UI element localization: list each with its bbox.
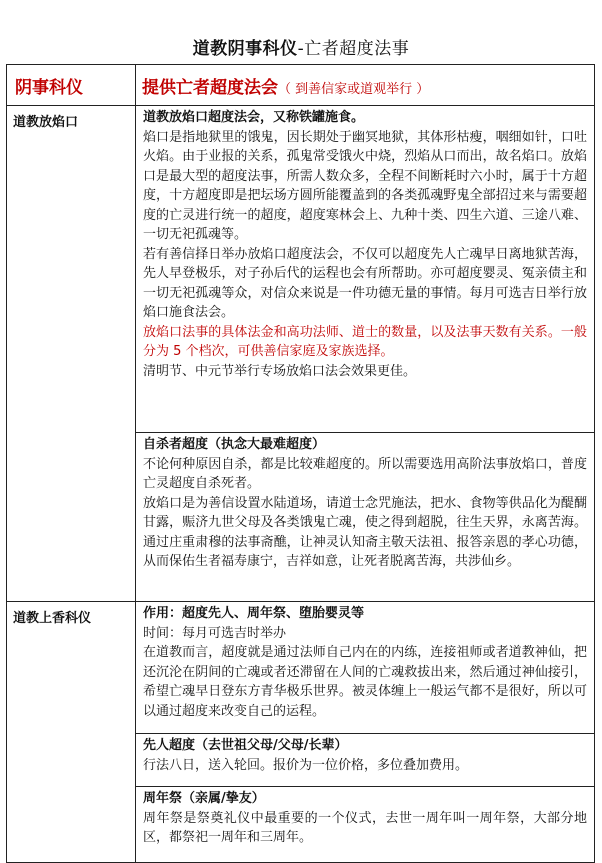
header-right-note: （ 到善信家或道观举行 ） [278, 81, 430, 97]
content-cell [136, 106, 595, 433]
table-row [7, 602, 595, 734]
cell-heading: 周年祭（亲属/挚友） [143, 791, 265, 806]
cell-paragraph: 放焰口是为善信设置水陆道场，请道士念咒施法，把水、食物等供品化为醍醐甘露，赈济九世父母及各类饿鬼亡魂，使之得到超脱，往生天界，永离苦海。通过庄重肃穆的法事斋醮，让神灵认知斋主敬天法祖、报答亲恩的孝心功德，从而保佑生者福寿康宁，吉祥如意，让死者脱离苦海，共涉仙乡。 [143, 495, 587, 569]
cell-heading: 作用：超度先人、周年祭、堕胎婴灵等 [143, 606, 365, 621]
cell-paragraph: 清明节、中元节举行专场放焰口法会效果更佳。 [143, 363, 417, 379]
cell-heading: 先人超度（去世祖父母/父母/长辈） [143, 738, 348, 753]
cell-highlight: 放焰口法事的具体法金和高功法师、道士的数量，以及法事天数有关系。一般分为 5 个档次，可供善信家庭及家族选择。 [143, 324, 587, 359]
cell-paragraph: 若有善信择日举办放焰口超度法会，不仅可以超度先人亡魂早日离地狱苦海，先人早登极乐，对子孙后代的运程也会有所帮助。亦可超度婴灵、冤亲债主和一切无祀孤魂等众，对信众来说是一件功德无量的事情。每月可选吉日举行放焰口施食法会。 [143, 246, 587, 320]
title-sub: -亡者超度法事 [297, 39, 410, 59]
content-cell [136, 602, 595, 734]
title-main: 道教阴事科仪 [192, 39, 298, 59]
cell-paragraph: 行法八日，送入轮回。报价为一位价格，多位叠加费用。 [143, 757, 469, 773]
content-cell [136, 787, 595, 863]
cell-paragraph: 焰口是指地狱里的饿鬼，因长期处于幽冥地狱，其体形枯瘦，咽细如针，口吐火焰。由于业报的关系，孤鬼常受饿火中烧，烈焰从口而出，故名焰口。放焰口是最大型的超度法事，所需人数众多，全程不间断耗时六小时，属于十方超度，十方超度即是把坛场方圆所能覆盖到的各类孤魂野鬼全部招过来与需要超度的亡灵进行统一的超度，超度寒林会上、九种十类、四生六道、三途八难、一切无祀孤魂等。 [143, 129, 587, 242]
page-title [0, 34, 602, 59]
cell-heading: 道教放焰口超度法会，又称铁罐施食。 [143, 110, 365, 125]
table-row [7, 106, 595, 433]
header-left: 阴事科仪 [7, 65, 136, 106]
content-cell [136, 433, 595, 602]
category-cell: 道教上香科仪 [7, 602, 136, 863]
cell-paragraph: 不论何种原因自杀，都是比较难超度的。所以需要选用高阶法事放焰口，普度亡灵超度自杀死者。 [143, 456, 587, 491]
cell-paragraph: 在道教而言，超度就是通过法师自己内在的内练，连接祖师或者道教神仙，把还沉沦在阴间的亡魂或者还滞留在人间的亡魂救拔出来，然后通过神仙接引，希望亡魂早日登东方青华极乐世界。被灵体缠上一般运气都不是很好，所以可以通过超度来改变自己的运程。 [143, 645, 587, 719]
ritual-table [6, 64, 595, 863]
table-header-row [7, 65, 595, 106]
header-right-label: 提供亡者超度法会 [142, 77, 278, 98]
content-cell [136, 734, 595, 787]
cell-paragraph: 周年祭是祭奠礼仪中最重要的一个仪式，去世一周年叫一周年祭，大部分地区，都祭祀一周年和三周年。 [143, 810, 587, 845]
cell-heading: 自杀者超度（执念大最难超度） [143, 437, 326, 452]
header-right [136, 65, 595, 106]
category-cell: 道教放焰口 [7, 106, 136, 602]
cell-paragraph: 时间：每月可选吉时举办 [143, 625, 287, 641]
